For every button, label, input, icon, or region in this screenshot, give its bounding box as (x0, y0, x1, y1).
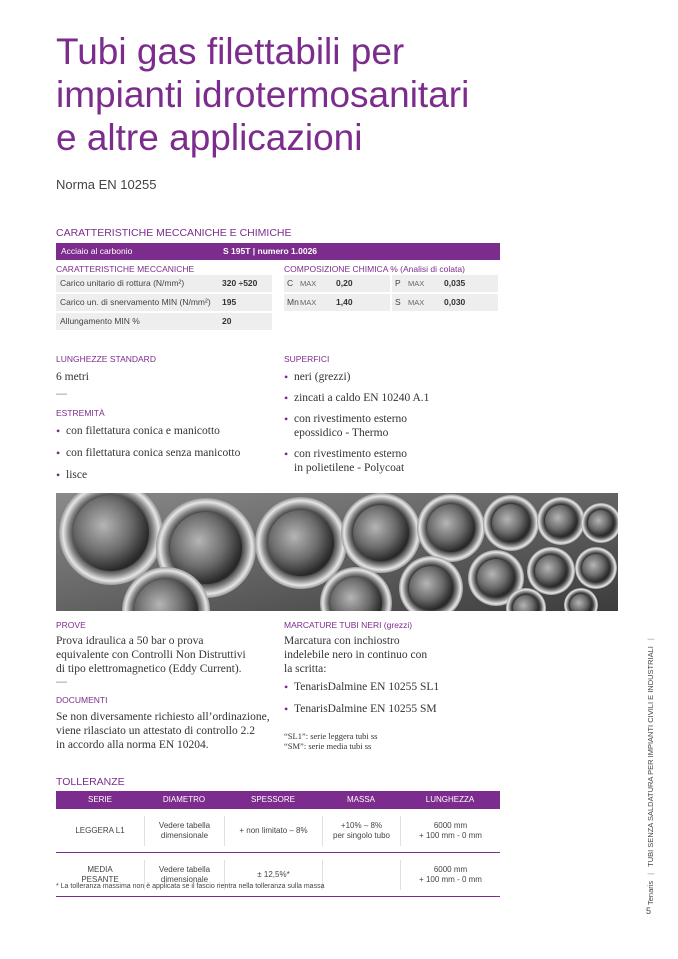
title-line-1: Tubi gas filettabili per (56, 31, 405, 72)
tolerances-heading: TOLLERANZE (56, 776, 125, 788)
column-header: LUNGHEZZA (425, 795, 475, 804)
cell-line: + 100 mm - 0 mm (419, 874, 482, 884)
table-row (56, 809, 500, 853)
cell-line: 6000 mm (433, 820, 468, 830)
mech-label: Allungamento MIN % (60, 316, 140, 326)
mech-row (56, 313, 272, 330)
chem-heading: COMPOSIZIONE CHIMICA % (Analisi di colata) (284, 264, 465, 274)
mech-value: 195 (222, 297, 237, 307)
cell-line: LEGGERA L1 (75, 825, 125, 835)
text-line: equivalente con Controlli Non Distruttivi (56, 649, 246, 661)
list-item: • TenarisDalmine EN 10255 SM (284, 702, 439, 716)
cell-lunghezza (400, 860, 500, 890)
cell-lunghezza (400, 816, 500, 846)
chem-table (284, 275, 500, 313)
pipes-photo (56, 493, 618, 611)
chem-cell (392, 294, 498, 311)
note-line: “SM”: serie media tubi ss (284, 741, 372, 751)
mech-chem-heading: CARATTERISTICHE MECCANICHE E CHIMICHE (56, 227, 292, 239)
page-number: 5 (646, 906, 652, 916)
surface-line: in polietilene - Polycoat (294, 462, 405, 474)
title-line-3: e altre applicazioni (56, 117, 363, 158)
lengths-heading: LUNGHEZZE STANDARD (56, 354, 156, 364)
cell-line: PESANTE (81, 874, 119, 884)
mech-value: 320 ÷520 (222, 278, 258, 288)
steel-bar (56, 243, 500, 260)
tolerances-table (56, 791, 500, 897)
marking-notes (284, 731, 377, 751)
chem-value: 0,20 (336, 278, 353, 288)
cell-line: + non limitato – 8% (239, 825, 308, 835)
ends-heading: ESTREMITÀ (56, 408, 105, 418)
cell-line: dimensionale (160, 830, 209, 840)
cell-line: ± 12,5%* (257, 869, 290, 879)
divider-dash: — (56, 676, 67, 688)
mech-table (56, 275, 272, 332)
cell-serie (56, 816, 144, 846)
text-line: la scritta: (284, 663, 327, 675)
text-line: in accordo alla norma EN 10204. (56, 739, 209, 751)
chem-max: MAX (300, 279, 317, 288)
steel-grade: S 195T | numero 1.0026 (223, 246, 318, 256)
cell-line: dimensionale (160, 874, 209, 884)
tests-text (56, 634, 246, 676)
chem-max: MAX (408, 298, 425, 307)
side-separator: | (646, 872, 655, 875)
chem-cell (284, 275, 390, 292)
text-line: indelebile nero in continuo con (284, 649, 428, 661)
column-header: SPESSORE (250, 795, 295, 804)
tolerance-footnote: * La tolleranza massima non è applicata se il fascio rientra nella tolleranza sulla massa (56, 883, 325, 890)
divider-dash: — (56, 388, 67, 400)
cell-line: +10% – 8% (340, 820, 383, 830)
list-item: • con filettatura conica senza manicotto (56, 446, 240, 460)
steel-label: Acciaio al carbonio (61, 246, 133, 256)
list-item (284, 391, 429, 405)
documents-text (56, 710, 270, 752)
list-item: • con filettatura conica e manicotto (56, 424, 240, 438)
lengths-value: 6 metri (56, 371, 89, 383)
documents-heading: DOCUMENTI (56, 695, 108, 705)
column-header: DIAMETRO ESTERNO (162, 795, 206, 822)
column-header: SERIE (87, 795, 112, 804)
list-item: • TenarisDalmine EN 10255 SL1 (284, 680, 439, 694)
side-section: TUBI SENZA SALDATURA PER IMPIANTI CIVILI E INDUSTRIALI (646, 646, 655, 867)
cell-line: 6000 mm (433, 864, 468, 874)
list-item: • lisce (56, 468, 240, 482)
text-line: Se non diversamente richiesto all’ordinazione, (56, 711, 270, 723)
chem-row (284, 294, 500, 311)
text-line: di tipo elettromagnetico (Eddy Current). (56, 663, 242, 675)
table-header (56, 791, 500, 822)
cell-line: per singolo tubo (333, 830, 390, 840)
mech-label: Carico unitario di rottura (N/mm²) (60, 278, 185, 288)
pipes-photo-graphic (56, 493, 618, 611)
title-line-2: impianti idrotermosanitari (56, 74, 470, 115)
subtitle-norm: Norma EN 10255 (56, 177, 157, 192)
chem-row (284, 275, 500, 292)
side-brand: Tenaris (646, 880, 655, 905)
mech-row (56, 294, 272, 311)
chem-value: 0,030 (444, 297, 466, 307)
chem-cell (392, 275, 498, 292)
mech-row (56, 275, 272, 292)
chem-value: 1,40 (336, 297, 353, 307)
cell-line: Vedere tabella (158, 864, 211, 874)
text-line: Marcatura con inchiostro (284, 635, 400, 647)
chem-max: MAX (300, 298, 317, 307)
cell-line: MEDIA (87, 864, 113, 874)
mech-heading: CARATTERISTICHE MECCANICHE (56, 264, 195, 274)
list-item (284, 447, 429, 475)
cell-massa (322, 816, 400, 846)
column-header: MASSA (346, 795, 375, 804)
surface-line: zincati a caldo EN 10240 A.1 (294, 392, 430, 404)
chem-element: S (395, 297, 401, 307)
chem-value: 0,035 (444, 278, 466, 288)
surface-line: neri (grezzi) (294, 371, 351, 383)
side-separator: | (646, 638, 655, 641)
marking-list (284, 680, 439, 716)
surfaces-list (284, 370, 429, 475)
text-line: viene rilasciato un attestato di controllo 2.2 (56, 725, 255, 737)
chem-max: MAX (408, 279, 425, 288)
cell-line: + 100 mm - 0 mm (419, 830, 482, 840)
list-item (284, 412, 429, 440)
chem-element: C (287, 278, 294, 288)
marking-text (284, 634, 427, 676)
marking-heading: MARCATURE TUBI NERI (grezzi) (284, 620, 413, 630)
list-item (284, 370, 429, 384)
cell-massa (322, 860, 400, 890)
surface-line: con rivestimento esterno (294, 413, 408, 425)
mech-value: 20 (222, 316, 232, 326)
chem-element: P (395, 278, 401, 288)
surface-line: epossidico - Thermo (294, 427, 389, 439)
cell-line: Vedere tabella (158, 820, 211, 830)
table-row (56, 853, 500, 897)
surface-line: con rivestimento esterno (294, 448, 408, 460)
chem-element: Mn (287, 297, 299, 307)
side-running-header (646, 632, 655, 905)
cell-spessore (224, 816, 322, 846)
page-title (56, 30, 576, 159)
mech-label: Carico un. di snervamento MIN (N/mm²) (60, 297, 211, 307)
ends-list (56, 424, 240, 482)
cell-diametro (144, 816, 224, 846)
note-line: “SL1”: serie leggera tubi ss (284, 731, 378, 741)
tests-heading: PROVE (56, 620, 86, 630)
text-line: Prova idraulica a 50 bar o prova (56, 635, 204, 647)
chem-cell (284, 294, 390, 311)
surfaces-heading: SUPERFICI (284, 354, 330, 364)
